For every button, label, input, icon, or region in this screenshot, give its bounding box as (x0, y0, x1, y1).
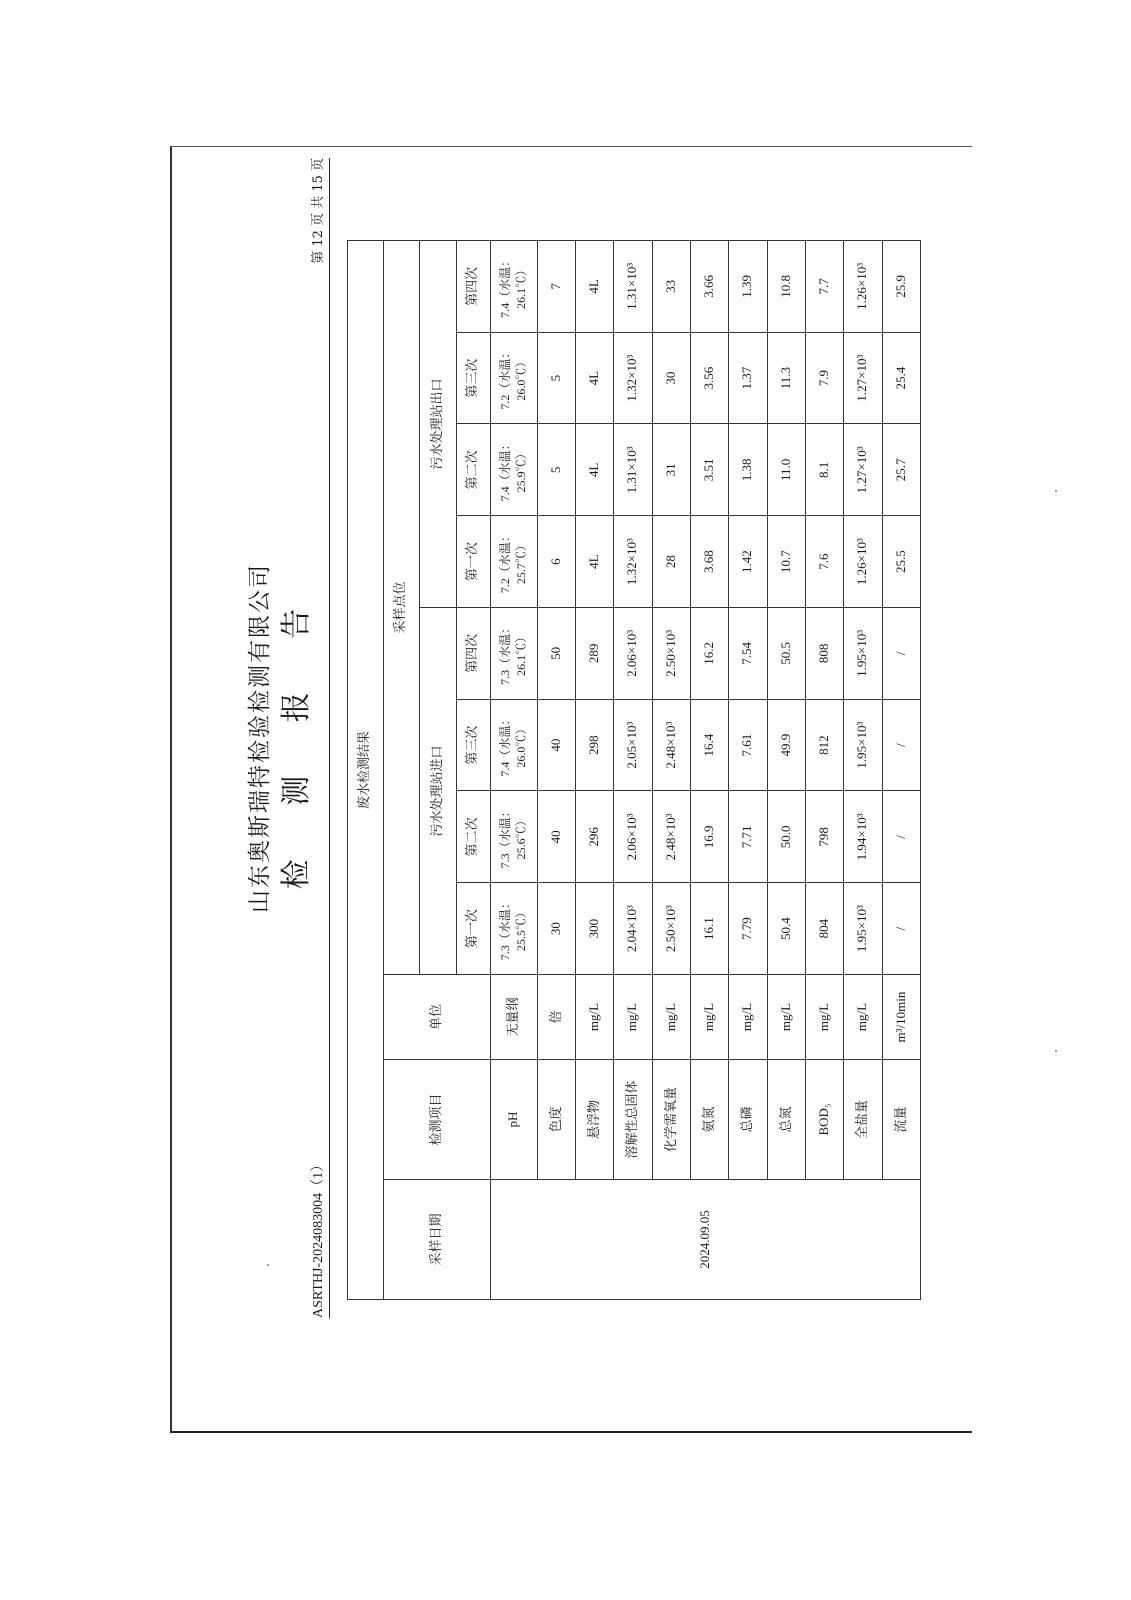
value-cell: 4L (575, 424, 613, 516)
unit-cell: 无量纲 (490, 975, 537, 1060)
value-cell: 7.79 (729, 883, 767, 975)
value-cell: 3.56 (690, 332, 728, 424)
value-cell: 1.32×10³ (614, 516, 652, 608)
value-cell: 16.2 (690, 608, 728, 700)
item-cell: 氨氮 (690, 1060, 728, 1180)
value-cell: 3.51 (690, 424, 728, 516)
value-cell: 7.4（水温：26.1℃） (490, 241, 537, 333)
item-cell: 流量 (882, 1060, 921, 1180)
value-cell: 296 (575, 791, 613, 883)
value-cell: 50.5 (767, 608, 805, 700)
item-cell: 化学需氧量 (652, 1060, 690, 1180)
value-cell: 2.06×10³ (614, 608, 652, 700)
value-cell: 4L (575, 516, 613, 608)
unit-cell: mg/L (805, 975, 843, 1060)
value-cell: 7.2（水温：26.0℃） (490, 332, 537, 424)
value-cell: / (882, 791, 921, 883)
value-cell: 7 (537, 241, 575, 333)
value-cell: 2.50×10³ (652, 883, 690, 975)
round-header: 第一次 (456, 883, 490, 975)
company-name: 山东奥斯瑞特检验检测有限公司 (247, 563, 273, 913)
value-cell: 7.2（水温：25.7℃） (490, 516, 537, 608)
round-header: 第二次 (456, 791, 490, 883)
unit-cell: 倍 (537, 975, 575, 1060)
value-cell: 33 (652, 241, 690, 333)
value-cell: 2.48×10³ (652, 699, 690, 791)
value-cell: 1.26×10³ (844, 241, 882, 333)
unit-cell: mg/L (652, 975, 690, 1060)
value-cell: 50.4 (767, 883, 805, 975)
value-cell: 7.3（水温：26.1℃） (490, 608, 537, 700)
scan-speck (1055, 490, 1057, 492)
page-number: 第 12 页 共 15 页 (311, 158, 326, 264)
value-cell: / (882, 883, 921, 975)
value-cell: 7.4（水温：26.0℃） (490, 699, 537, 791)
value-cell: 11.3 (767, 332, 805, 424)
value-cell: 25.4 (882, 332, 921, 424)
table-row (882, 241, 921, 1300)
value-cell: 6 (537, 516, 575, 608)
value-cell: 50 (537, 608, 575, 700)
value-cell: 10.7 (767, 516, 805, 608)
unit-cell: mg/L (614, 975, 652, 1060)
value-cell: 2.48×10³ (652, 791, 690, 883)
item-cell: 全盐量 (844, 1060, 882, 1180)
value-cell: 1.94×10³ (844, 791, 882, 883)
unit-cell: mg/L (690, 975, 728, 1060)
wastewater-results-table (347, 240, 921, 1300)
value-cell: 7.54 (729, 608, 767, 700)
value-cell: / (882, 699, 921, 791)
value-cell: 1.26×10³ (844, 516, 882, 608)
round-header: 第四次 (456, 608, 490, 700)
table-row (490, 241, 537, 1300)
col-header-date: 采样日期 (384, 1180, 490, 1300)
value-cell: 1.95×10³ (844, 699, 882, 791)
value-cell: 289 (575, 608, 613, 700)
table-row (652, 241, 690, 1300)
value-cell: 1.31×10³ (614, 241, 652, 333)
item-cell: 总氮 (767, 1060, 805, 1180)
value-cell: 798 (805, 791, 843, 883)
table-row (729, 241, 767, 1300)
report-title: 检 测 报 告 (279, 586, 314, 890)
rotated-report-page (247, 158, 947, 1318)
value-cell: 7.9 (805, 332, 843, 424)
value-cell: 25.5 (882, 516, 921, 608)
value-cell: 2.50×10³ (652, 608, 690, 700)
round-header: 第一次 (456, 516, 490, 608)
item-cell: 总磷 (729, 1060, 767, 1180)
value-cell: 1.39 (729, 241, 767, 333)
round-header: 第二次 (456, 424, 490, 516)
value-cell: 2.04×10³ (614, 883, 652, 975)
value-cell: 40 (537, 791, 575, 883)
item-cell: pH (490, 1060, 537, 1180)
col-header-unit: 单位 (384, 975, 490, 1060)
value-cell: 1.32×10³ (614, 332, 652, 424)
value-cell: 7.3（水温：25.6℃） (490, 791, 537, 883)
value-cell: 49.9 (767, 699, 805, 791)
unit-cell: mg/L (844, 975, 882, 1060)
value-cell: 298 (575, 699, 613, 791)
value-cell: 10.8 (767, 241, 805, 333)
value-cell: 50.0 (767, 791, 805, 883)
col-header-site: 采样点位 (384, 241, 420, 975)
value-cell: 16.1 (690, 883, 728, 975)
table-row (537, 241, 575, 1300)
value-cell: 11.0 (767, 424, 805, 516)
value-cell: 28 (652, 516, 690, 608)
value-cell: 7.71 (729, 791, 767, 883)
item-cell: BOD₅ (805, 1060, 843, 1180)
table-row (844, 241, 882, 1300)
value-cell: 25.9 (882, 241, 921, 333)
value-cell: 31 (652, 424, 690, 516)
value-cell: 1.95×10³ (844, 608, 882, 700)
value-cell: 812 (805, 699, 843, 791)
value-cell: 4L (575, 241, 613, 333)
round-header: 第三次 (456, 332, 490, 424)
value-cell: 1.42 (729, 516, 767, 608)
value-cell: 7.3（水温：25.5℃） (490, 883, 537, 975)
value-cell: 1.27×10³ (844, 332, 882, 424)
unit-cell: m³/10min (882, 975, 921, 1060)
value-cell: 804 (805, 883, 843, 975)
value-cell: 1.37 (729, 332, 767, 424)
value-cell: 3.68 (690, 516, 728, 608)
value-cell: 808 (805, 608, 843, 700)
item-cell: 色度 (537, 1060, 575, 1180)
value-cell: 300 (575, 883, 613, 975)
value-cell: 7.7 (805, 241, 843, 333)
value-cell: 16.9 (690, 791, 728, 883)
value-cell: 5 (537, 332, 575, 424)
item-cell: 溶解性总固体 (614, 1060, 652, 1180)
value-cell: 1.27×10³ (844, 424, 882, 516)
value-cell: 5 (537, 424, 575, 516)
table-row (690, 241, 728, 1300)
item-cell: 悬浮物 (575, 1060, 613, 1180)
report-number: ASRTHJ-2024083004（1） (311, 1157, 326, 1318)
value-cell: 30 (652, 332, 690, 424)
round-header: 第四次 (456, 241, 490, 333)
scan-speck (1055, 1050, 1057, 1052)
value-cell: 40 (537, 699, 575, 791)
round-header: 第三次 (456, 699, 490, 791)
value-cell: / (882, 608, 921, 700)
value-cell: 8.1 (805, 424, 843, 516)
value-cell: 2.05×10³ (614, 699, 652, 791)
group-header-outlet: 污水处理站出口 (420, 241, 456, 608)
value-cell: 4L (575, 332, 613, 424)
value-cell: 1.95×10³ (844, 883, 882, 975)
table-row (575, 241, 613, 1300)
value-cell: 2.06×10³ (614, 791, 652, 883)
value-cell: 7.6 (805, 516, 843, 608)
col-header-item: 检测项目 (384, 1060, 490, 1180)
table-caption: 废水检测结果 (348, 241, 384, 1300)
value-cell: 3.66 (690, 241, 728, 333)
value-cell: 1.31×10³ (614, 424, 652, 516)
unit-cell: mg/L (767, 975, 805, 1060)
table-row (805, 241, 843, 1300)
value-cell: 7.61 (729, 699, 767, 791)
group-header-inlet: 污水处理站进口 (420, 608, 456, 975)
sampling-date-cell: 2024.09.05 (490, 1180, 920, 1300)
value-cell: 25.7 (882, 424, 921, 516)
table-row (767, 241, 805, 1300)
value-cell: 1.38 (729, 424, 767, 516)
header-rule (329, 158, 330, 1318)
unit-cell: mg/L (729, 975, 767, 1060)
table-row (614, 241, 652, 1300)
unit-cell: mg/L (575, 975, 613, 1060)
value-cell: 30 (537, 883, 575, 975)
value-cell: 16.4 (690, 699, 728, 791)
value-cell: 7.4（水温：25.9℃） (490, 424, 537, 516)
